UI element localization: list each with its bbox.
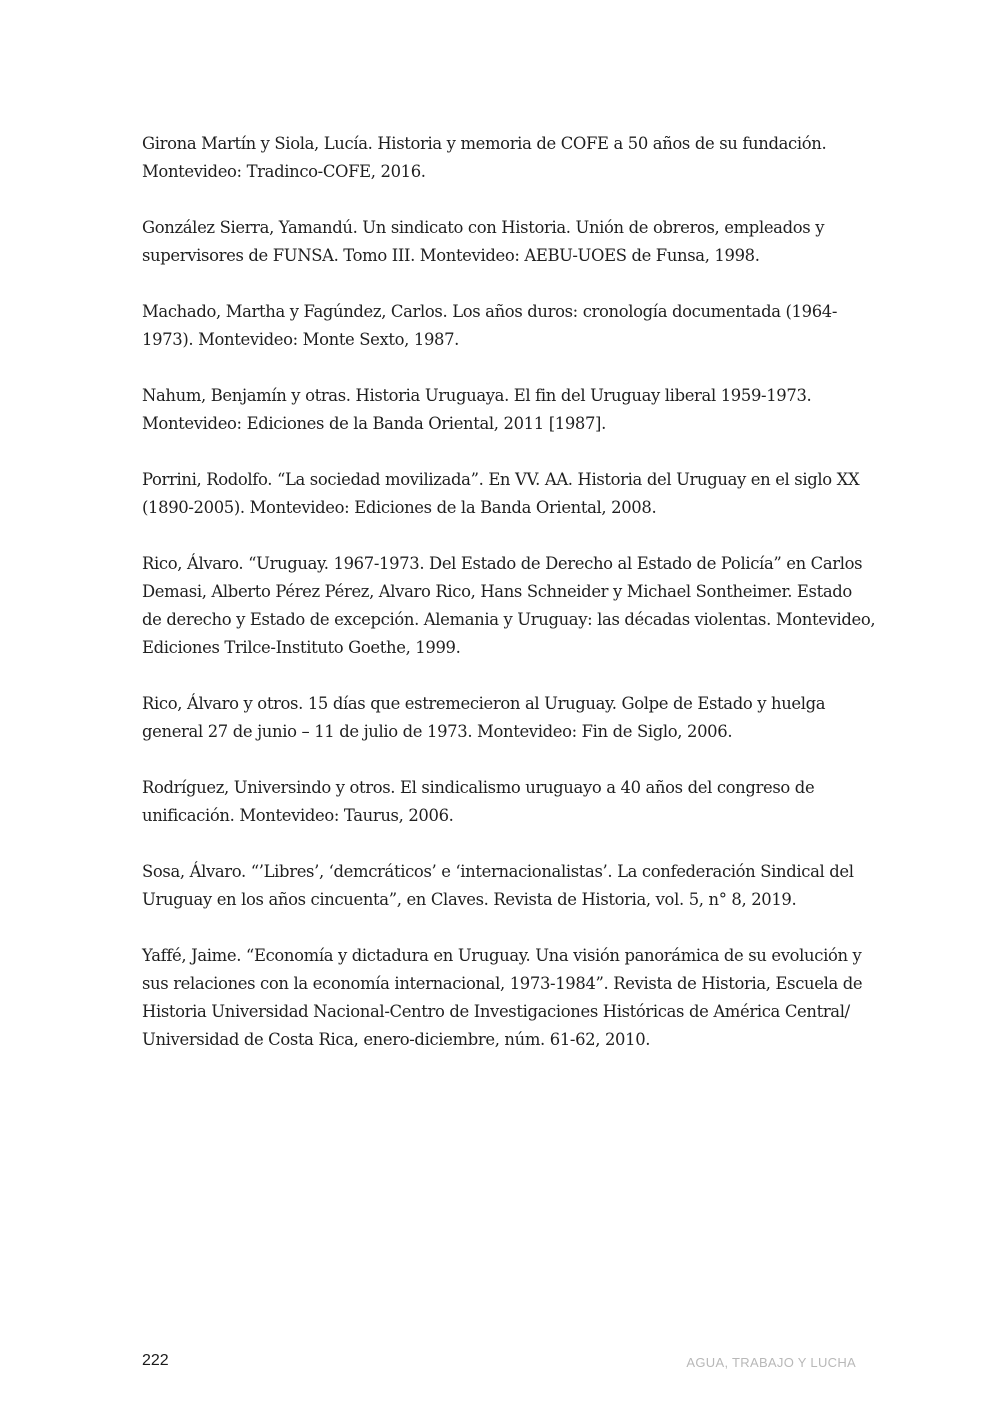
reference-line: supervisores de FUNSA. Tomo III. Montevideo: AEBU-UOES de Funsa, 1998. — [142, 246, 760, 265]
reference-line: Montevideo: Tradinco-COFE, 2016. — [142, 162, 426, 181]
reference-line: (1890-2005). Montevideo: Ediciones de la Banda Oriental, 2008. — [142, 498, 657, 517]
reference-line: Rico, Álvaro. “Uruguay. 1967-1973. Del Estado de Derecho al Estado de Policía” en Carlos — [142, 554, 863, 573]
reference-list — [142, 130, 876, 1082]
reference-line: Ediciones Trilce-Instituto Goethe, 1999. — [142, 638, 461, 657]
reference-line: Nahum, Benjamín y otras. Historia Uruguaya. El fin del Uruguay liberal 1959-1973. — [142, 386, 812, 405]
running-title: AGUA, TRABAJO Y LUCHA — [686, 1355, 856, 1370]
reference-line: Yaffé, Jaime. “Economía y dictadura en Uruguay. Una visión panorámica de su evolución y — [142, 946, 862, 965]
reference-entry — [142, 466, 858, 522]
reference-line: unificación. Montevideo: Taurus, 2006. — [142, 806, 454, 825]
reference-entry — [142, 942, 863, 1054]
reference-entry — [142, 550, 876, 662]
reference-entry — [142, 690, 858, 746]
reference-line: de derecho y Estado de excepción. Alemania y Uruguay: las décadas violentas. Montevideo, — [142, 610, 876, 629]
reference-line: Uruguay en los años cincuenta”, en Claves. Revista de Historia, vol. 5, n° 8, 2019. — [142, 890, 797, 909]
page-number: 222 — [142, 1352, 169, 1369]
reference-line: Porrini, Rodolfo. “La sociedad movilizada”. En VV. AA. Historia del Uruguay en el siglo XX — [142, 470, 860, 489]
reference-entry — [142, 130, 858, 186]
reference-line: Demasi, Alberto Pérez Pérez, Alvaro Rico, Hans Schneider y Michael Sontheimer. Estado — [142, 582, 852, 601]
reference-line: Universidad de Costa Rica, enero-diciembre, núm. 61-62, 2010. — [142, 1030, 651, 1049]
reference-line: Girona Martín y Siola, Lucía. Historia y memoria de COFE a 50 años de su fundación. — [142, 134, 827, 153]
reference-entry — [142, 214, 858, 270]
reference-entry — [142, 382, 858, 438]
reference-entry — [142, 858, 858, 914]
reference-line: 1973). Montevideo: Monte Sexto, 1987. — [142, 330, 460, 349]
reference-line: Historia Universidad Nacional-Centro de Investigaciones Históricas de América Central/ — [142, 1002, 850, 1021]
reference-line: Rodríguez, Universindo y otros. El sindicalismo uruguayo a 40 años del congreso de — [142, 778, 815, 797]
reference-line: sus relaciones con la economía internacional, 1973-1984”. Revista de Historia, Escuela de — [142, 974, 863, 993]
reference-line: Montevideo: Ediciones de la Banda Oriental, 2011 [1987]. — [142, 414, 606, 433]
reference-line: Sosa, Álvaro. “’Libres’, ‘demcráticos’ e ‘internacionalistas’. La confederación Sindical del — [142, 862, 854, 881]
reference-line: Rico, Álvaro y otros. 15 días que estremecieron al Uruguay. Golpe de Estado y huelga — [142, 694, 826, 713]
reference-line: González Sierra, Yamandú. Un sindicato con Historia. Unión de obreros, empleados y — [142, 218, 825, 237]
reference-line: Machado, Martha y Fagúndez, Carlos. Los años duros: cronología documentada (1964- — [142, 302, 838, 321]
reference-entry — [142, 298, 858, 354]
reference-line: general 27 de junio – 11 de julio de 1973. Montevideo: Fin de Siglo, 2006. — [142, 722, 733, 741]
reference-entry — [142, 774, 858, 830]
